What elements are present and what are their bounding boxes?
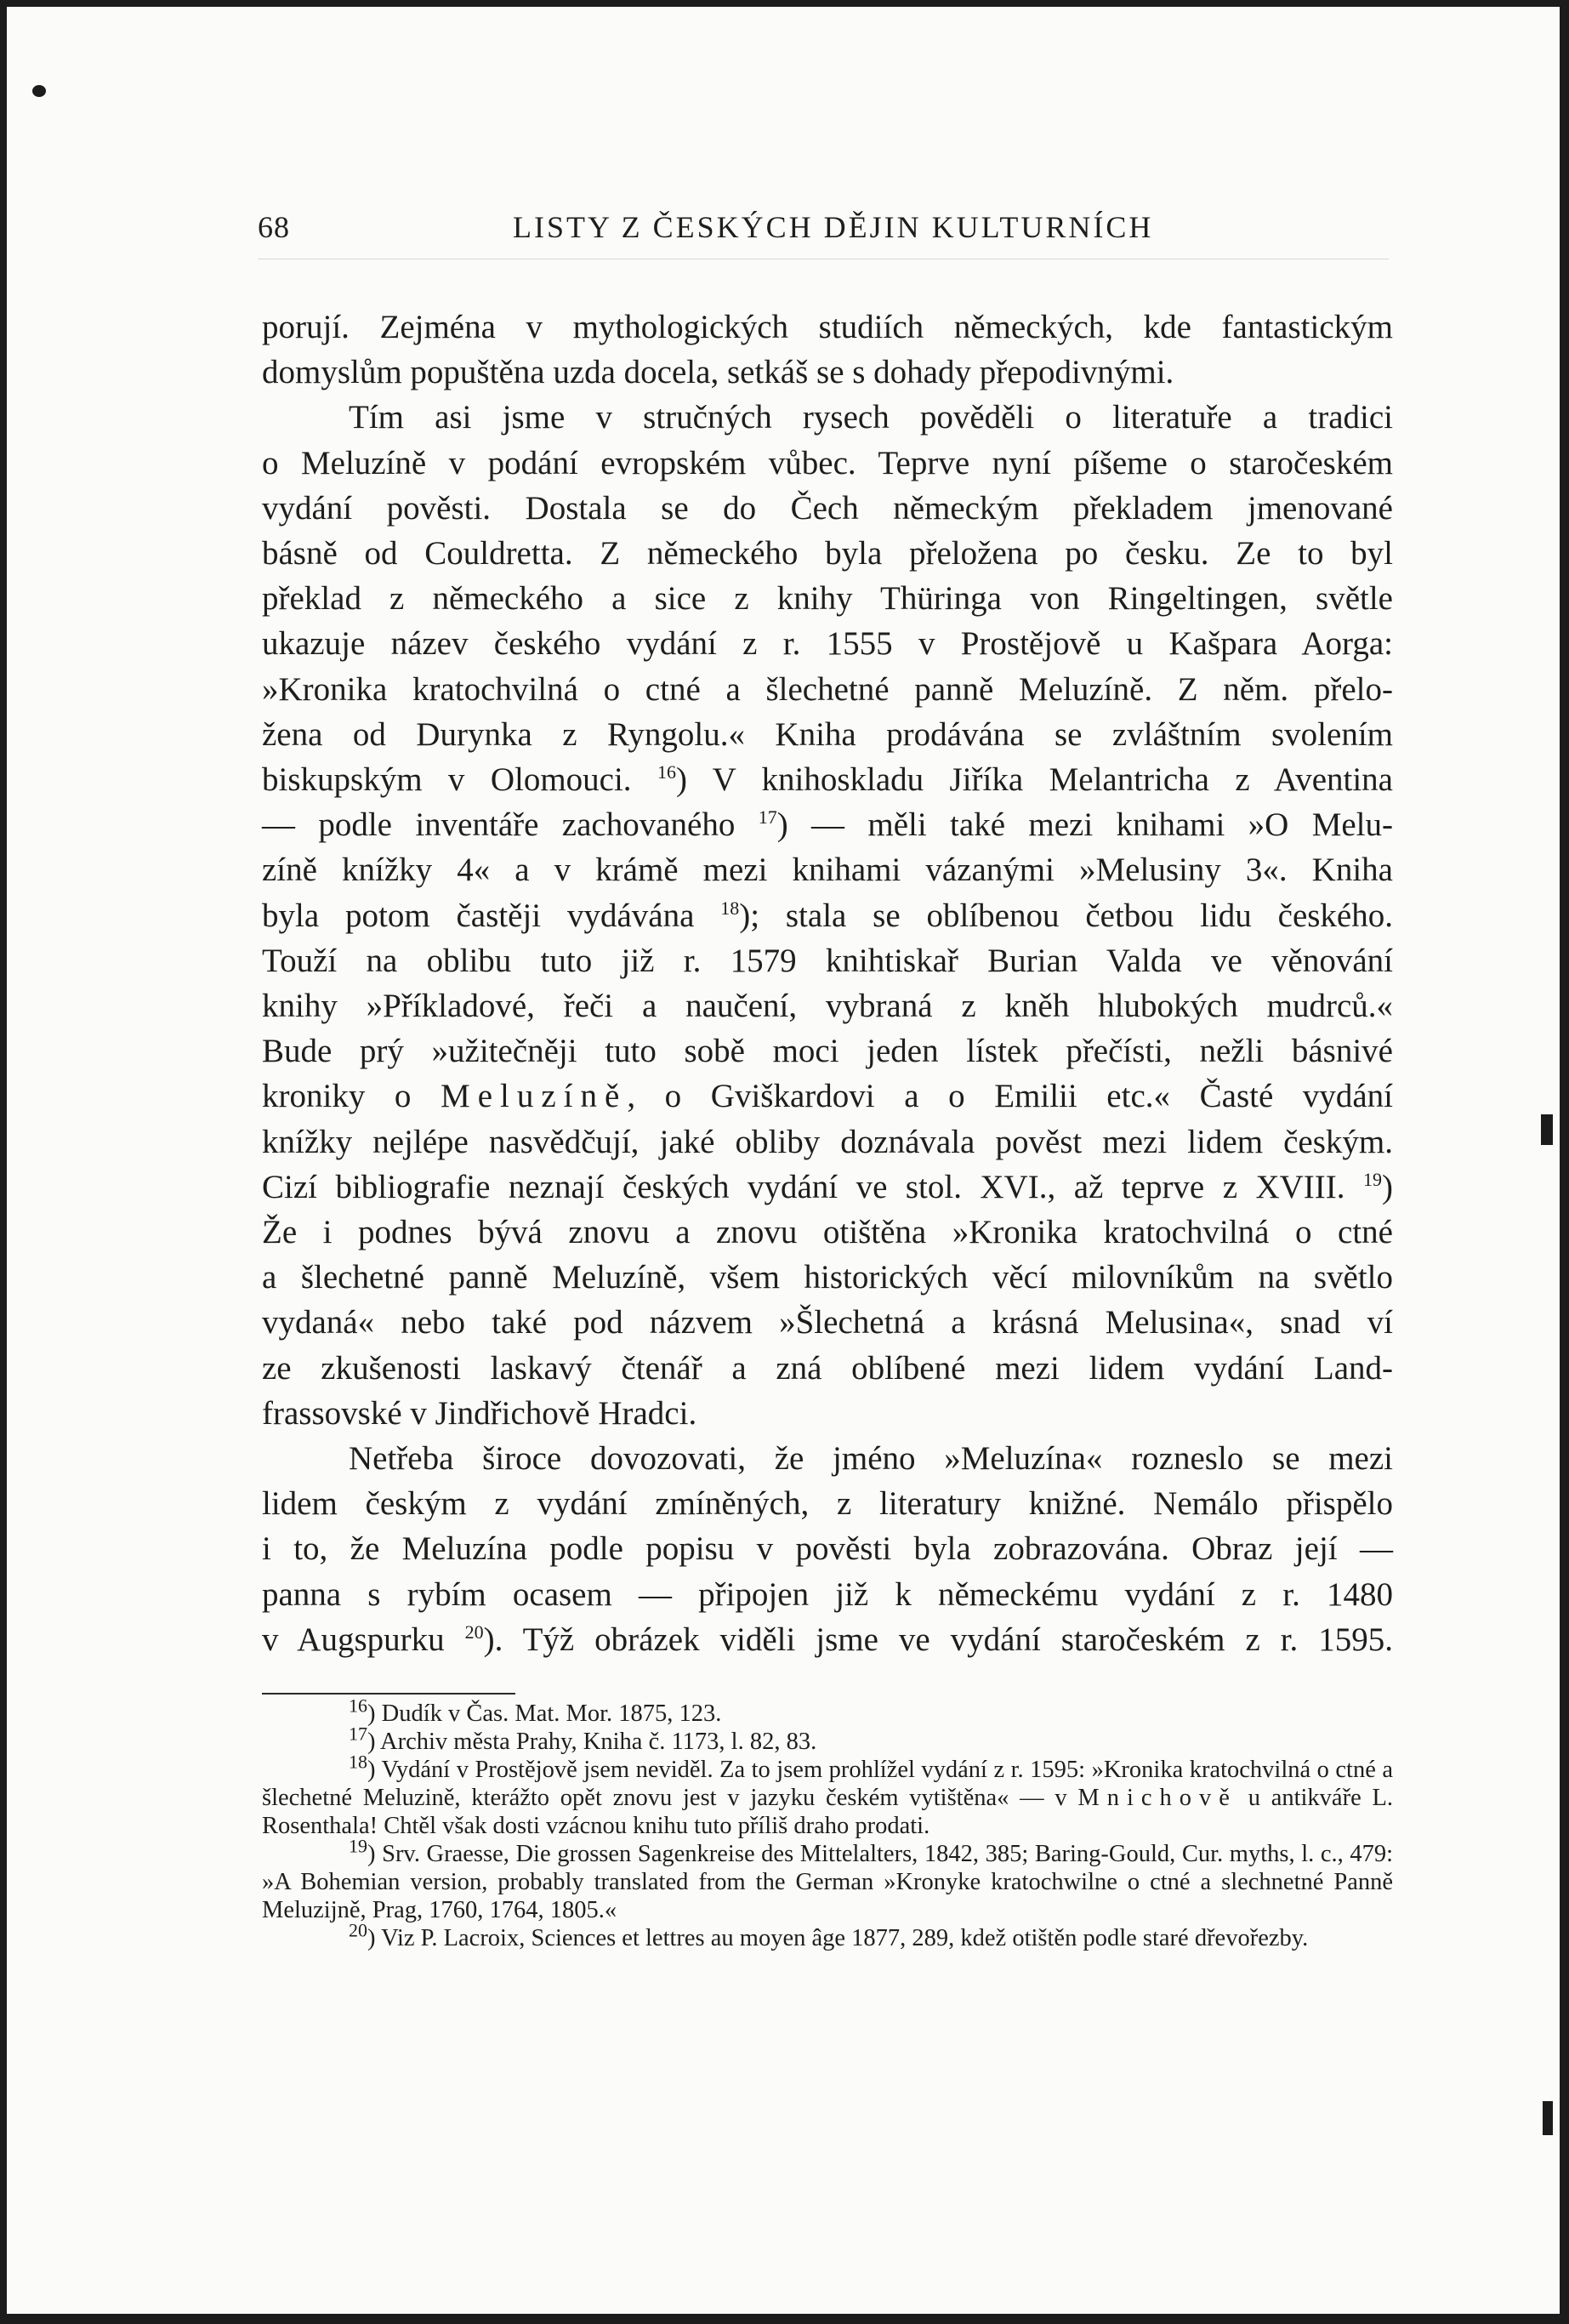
text-line: v Augspurku $^{20}$). Týž obrázek viděli jsme ve vydání staročeském z r. 1595. xyxy=(262,1621,1393,1658)
footnote-marker: 20 xyxy=(464,1621,484,1643)
text-line: o Meluzíně v podání evropském vůbec. Teprve nyní píšeme o staročeském xyxy=(262,444,1393,481)
footnote-number: 20 xyxy=(349,1919,367,1941)
page-number: 68 xyxy=(258,210,290,244)
footnote: $^{16}$) Dudík v Čas. Mat. Mor. 1875, 123. xyxy=(349,1695,722,1727)
footnote-marker: 18 xyxy=(720,897,740,919)
text-line: »Kronika kratochvilná o ctné a šlechetné panně Meluzíně. Z něm. přelo- xyxy=(262,670,1393,708)
footnote-number: 17 xyxy=(349,1723,367,1745)
text-line: — podle inventáře zachovaného $^{17}$) — měli také mezi knihami »O Melu- xyxy=(262,806,1394,844)
text-line: vydaná« nebo také pod názvem »Šlechetná a krásná Melusina«, snad ví xyxy=(262,1304,1393,1341)
spaced-name: Meluzíně xyxy=(441,1078,628,1115)
scan-mark xyxy=(1541,1114,1553,1145)
footnote-marker: 16 xyxy=(657,761,676,783)
text-line: biskupským v Olomouci. $^{16}$) V knihoskladu Jiříka Melantricha z Aventina xyxy=(262,761,1393,799)
text-line: žena od Durynka z Ryngolu.« Kniha prodávána se zvláštním svolením xyxy=(262,715,1393,753)
text-line: básně od Couldretta. Z německého byla přeložena po česku. Ze to byl xyxy=(262,535,1393,572)
text-line: domyslům popuštěna uzda docela, setkáš se s dohady přepodivnými. xyxy=(262,354,1174,391)
footnote-number: 19 xyxy=(349,1835,367,1857)
text-line: porují. Zejména v mythologických studiích německých, kde fantastickým xyxy=(262,309,1393,345)
text-line: frassovské v Jindřichově Hradci. xyxy=(262,1394,697,1432)
scan-mark xyxy=(32,85,46,97)
footnotes xyxy=(262,1695,1394,1952)
text-line: Bude prý »užitečněji tuto sobě moci jeden lístek přečísti, nežli básnivé xyxy=(262,1033,1393,1070)
spaced-name: Mnichově xyxy=(1077,1785,1237,1811)
footnote-marker: 19 xyxy=(1363,1168,1382,1190)
main-text xyxy=(262,305,1393,1662)
text-line: a šlechetné panně Meluzíně, všem historických věcí milovníkům na světlo xyxy=(262,1259,1393,1296)
text-line: kroniky o Meluzíně, o Gviškardovi a o Emilii etc.« Časté vydání xyxy=(262,1078,1394,1115)
footnote-marker: 17 xyxy=(758,806,777,829)
text-line: byla potom častěji vydávána $^{18}$); stala se oblíbenou četbou lidu českého. xyxy=(262,897,1393,934)
footnote-number: 18 xyxy=(349,1751,367,1773)
footnote-rule xyxy=(262,1693,515,1695)
text-line: i to, že Meluzína podle popisu v pověsti byla zobrazována. Obraz její — xyxy=(262,1530,1393,1568)
text-line: lidem českým z vydání zmíněných, z literatury knižné. Nemálo přispělo xyxy=(262,1485,1393,1523)
footnote-number: 16 xyxy=(349,1695,367,1717)
text-line: Cizí bibliografie neznají českých vydání ve stol. XVI., až teprve z XVIII. $^{19}$) xyxy=(262,1168,1393,1205)
text-line: knihy »Příkladové, řeči a naučení, vybraná z kněh hlubokých mudrců.« xyxy=(262,988,1393,1025)
text-line: vydání pověsti. Dostala se do Čech německým překladem jmenované xyxy=(262,489,1393,527)
book-page xyxy=(7,7,1560,2314)
text-line: ukazuje název českého vydání z r. 1555 v Prostějově u Kašpara Aorga: xyxy=(262,625,1393,663)
text-line: panna s rybím ocasem — připojen již k německému vydání z r. 1480 xyxy=(262,1575,1393,1613)
footnote: $^{18}$) Vydání v Prostějově jsem neviděl. Za to jsem prohlížel vydání z r. 1595: »Kronika kratochvilná o ctné a šlechetné Meluzině, kterážto opět znovu jest v jazyku českém vytištěna« — v Mnichově u antikváře L. Rosenthala! Chtěl však dosti vzácnou knihu tuto příliš draho prodati. xyxy=(262,1751,1394,1839)
text-line: Tím asi jsme v stručných rysech pověděli o literatuře a tradici xyxy=(349,399,1393,436)
text-line: Že i podnes bývá znovu a znovu otištěna »Kronika kratochvilná o ctné xyxy=(262,1214,1393,1251)
running-title: LISTY Z ČESKÝCH DĚJIN KULTURNÍCH xyxy=(513,210,1154,244)
text-line: zíně knížky 4« a v krámě mezi knihami vázanými »Melusiny 3«. Kniha xyxy=(262,852,1393,889)
text-line: Netřeba široce dovozovati, že jméno »Meluzína« rozneslo se mezi xyxy=(349,1440,1393,1478)
footnote: $^{20}$) Viz P. Lacroix, Sciences et lettres au moyen âge 1877, 289, kdež otištěn podle staré dřevořezby. xyxy=(349,1919,1309,1951)
scan-mark xyxy=(1543,2101,1553,2135)
text-line: ze zkušenosti laskavý čtenář a zná oblíbené mezi lidem vydání Land- xyxy=(262,1349,1393,1387)
text-line: knížky nejlépe nasvědčují, jaké obliby doznávala pověst mezi lidem českým. xyxy=(262,1123,1393,1160)
page-header xyxy=(258,209,1372,252)
footnote: $^{17}$) Archiv města Prahy, Kniha č. 1173, l. 82, 83. xyxy=(349,1723,817,1755)
footnote: $^{19}$) Srv. Graesse, Die grossen Sagenkreise des Mittelalters, 1842, 385; Baring-Gould, Cur. myths, l. c., 479: »A Bohemian version, probably translated from the German »Kronyke kratochwilne o ctné a slechnetné Panně Meluzijně, Prag, 1760, 1764, 1805.« xyxy=(262,1835,1393,1923)
text-line: Touží na oblibu tuto již r. 1579 knihtiskař Burian Valda ve věnování xyxy=(262,942,1393,979)
text-line: překlad z německého a sice z knihy Thüringa von Ringeltingen, světle xyxy=(262,580,1393,618)
